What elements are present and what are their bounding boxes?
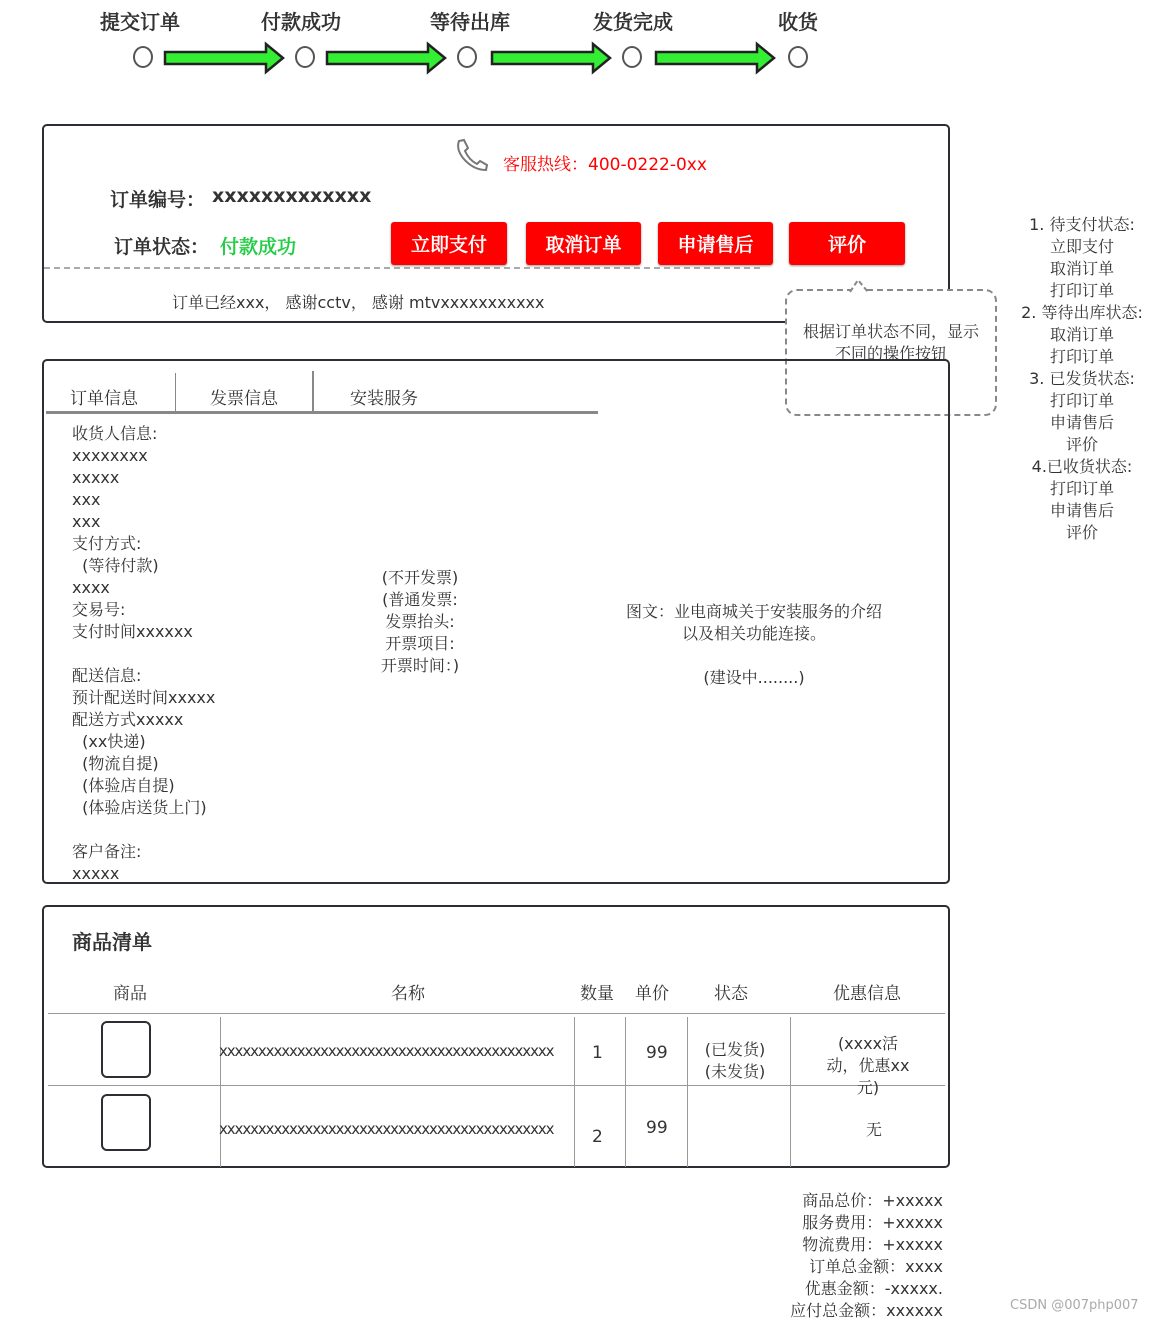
order-info-line: 预计配送时间xxxxx: [72, 688, 216, 707]
goods-title: 商品清单: [72, 930, 152, 954]
product-name[interactable]: xxxxxxxxxxxxxxxxxxxxxxxxxxxxxxxxxxxxxxxxxxx: [219, 1120, 554, 1138]
step-label: 等待出库: [430, 10, 510, 34]
total-line: 物流费用：+xxxxx: [802, 1235, 943, 1254]
product-name[interactable]: xxxxxxxxxxxxxxxxxxxxxxxxxxxxxxxxxxxxxxxxxxx: [219, 1042, 554, 1060]
col-header: 数量: [580, 984, 614, 1004]
tab-separator: [312, 371, 314, 412]
callout-note: 根据订单状态不同，显示不同的操作按钮: [785, 289, 997, 416]
tab-invoice-info[interactable]: 发票信息: [210, 389, 278, 409]
side-notes: [1021, 214, 1158, 544]
side-note-line: 3. 已发货状态:: [1029, 369, 1135, 388]
order-info-line: 配送信息:: [72, 666, 142, 685]
total-line: 优惠金额：-xxxxx.: [804, 1279, 943, 1298]
step-arrows: [0, 40, 800, 76]
total-line: 应付总金额：xxxxxx: [790, 1301, 943, 1320]
order-info-line: xxxxx: [72, 468, 120, 487]
col-divider: [220, 1017, 221, 1167]
quantity: 1: [592, 1043, 603, 1063]
side-note-line: 打印订单: [1049, 479, 1114, 498]
promo-info: (xxxx活动，优惠xx元): [826, 1034, 910, 1097]
arrow-right-icon: [165, 44, 283, 72]
promo-info: 无: [866, 1120, 883, 1139]
step-label: 付款成功: [261, 10, 341, 34]
tab-install-service[interactable]: 安装服务: [350, 389, 418, 409]
unit-price: 99: [646, 1118, 668, 1138]
order-info-line: xxx: [72, 490, 101, 509]
side-note-line: 评价: [1065, 435, 1098, 454]
order-number: xxxxxxxxxxxxx: [212, 185, 372, 207]
product-image[interactable]: [101, 1094, 151, 1151]
invoice-line: (不开发票): [381, 568, 459, 587]
install-line: (建设中........): [703, 668, 805, 687]
tab-underline: [46, 411, 598, 414]
side-note-line: 评价: [1065, 523, 1098, 542]
order-info-line: (xx快递): [72, 732, 146, 751]
total-line: 商品总价：+xxxxx: [802, 1191, 943, 1210]
order-info-line: xxx: [72, 512, 101, 531]
order-info-line: 支付时间xxxxxx: [72, 622, 193, 641]
invoice-info-list: [381, 567, 459, 677]
order-info-line: 交易号:: [72, 600, 126, 619]
col-header: 状态: [714, 984, 748, 1004]
hotline-text: 客服热线：400-0222-0xx: [503, 155, 707, 175]
arrow-right-icon: [492, 44, 610, 72]
order-info-line: xxxx: [72, 578, 110, 597]
side-note-line: 取消订单: [1049, 325, 1114, 344]
side-note-line: 1. 待支付状态:: [1029, 215, 1135, 234]
callout-pointer: [848, 277, 872, 293]
install-info-list: [626, 601, 882, 689]
order-info-list: [72, 423, 215, 885]
total-line: 订单总金额：xxxx: [809, 1257, 943, 1276]
phone-icon: [453, 138, 489, 172]
install-line: 以及相关功能连接。: [681, 624, 827, 643]
col-divider: [625, 1017, 626, 1167]
col-divider: [790, 1017, 791, 1167]
side-note-line: 申请售后: [1049, 413, 1114, 432]
cancel-order-button[interactable]: 取消订单: [526, 222, 641, 265]
install-line: 图文：业电商城关于安装服务的介绍: [625, 602, 883, 621]
order-status: 付款成功: [220, 236, 297, 258]
side-note-line: 打印订单: [1049, 347, 1114, 366]
col-divider: [687, 1017, 688, 1167]
order-note: 订单已经xxx， 感谢cctv， 感谢 mtvxxxxxxxxxxx: [172, 293, 545, 312]
quantity: 2: [592, 1127, 603, 1147]
total-line: 服务费用：+xxxxx: [802, 1213, 943, 1232]
col-divider: [574, 1017, 575, 1167]
invoice-line: 发票抬头:: [385, 612, 455, 631]
order-info-line: xxxxx: [72, 864, 120, 883]
side-note-line: 打印订单: [1049, 281, 1114, 300]
row-divider: [48, 1013, 945, 1014]
watermark: CSDN @007php007: [1010, 1298, 1139, 1313]
order-info-line: (体验店送货上门): [72, 798, 207, 817]
tab-separator: [175, 373, 176, 412]
order-info-line: 客户备注:: [72, 842, 142, 861]
divider: [44, 267, 760, 269]
col-header: 优惠信息: [833, 984, 901, 1004]
order-info-line: 支付方式:: [72, 534, 142, 553]
step-label: 发货完成: [593, 10, 673, 34]
unit-price: 99: [646, 1043, 668, 1063]
order-info-line: [72, 819, 215, 841]
invoice-line: (普通发票:: [382, 590, 458, 609]
step-label: 收货: [778, 10, 818, 34]
invoice-line: 开票时间：): [380, 656, 460, 675]
ship-status: (已发货) (未发货): [704, 1040, 766, 1081]
side-note-line: 4.已收货状态:: [1031, 457, 1133, 476]
side-note-line: 2. 等待出库状态:: [1021, 303, 1143, 322]
col-header: 单价: [635, 984, 669, 1004]
step-label: 提交订单: [100, 10, 180, 34]
side-note-line: 立即支付: [1049, 237, 1114, 256]
arrow-right-icon: [656, 44, 774, 72]
row-divider: [48, 1085, 945, 1086]
order-info-line: xxxxxxxx: [72, 446, 148, 465]
col-header: 名称: [391, 984, 425, 1004]
side-note-line: 打印订单: [1049, 391, 1114, 410]
review-button[interactable]: 评价: [789, 222, 905, 265]
product-image[interactable]: [101, 1021, 151, 1078]
order-status-label: 订单状态：: [114, 236, 210, 258]
order-info-line: (体验店自提): [72, 776, 175, 795]
order-info-line: [72, 643, 215, 665]
order-info-line: 配送方式xxxxx: [72, 710, 184, 729]
invoice-line: 开票项目:: [385, 634, 455, 653]
order-number-label: 订单编号：: [110, 189, 206, 211]
side-note-line: 申请售后: [1049, 501, 1114, 520]
order-info-line: (物流自提): [72, 754, 159, 773]
install-line: [626, 645, 882, 667]
after-sales-button[interactable]: 申请售后: [658, 222, 773, 265]
order-info-line: 收货人信息:: [72, 424, 158, 443]
col-header: 商品: [113, 984, 147, 1004]
totals-list: [790, 1190, 943, 1322]
tab-order-info[interactable]: 订单信息: [70, 389, 138, 409]
order-info-line: (等待付款): [72, 556, 159, 575]
pay-now-button[interactable]: 立即支付: [391, 222, 507, 265]
side-note-line: 取消订单: [1049, 259, 1114, 278]
arrow-right-icon: [327, 44, 445, 72]
